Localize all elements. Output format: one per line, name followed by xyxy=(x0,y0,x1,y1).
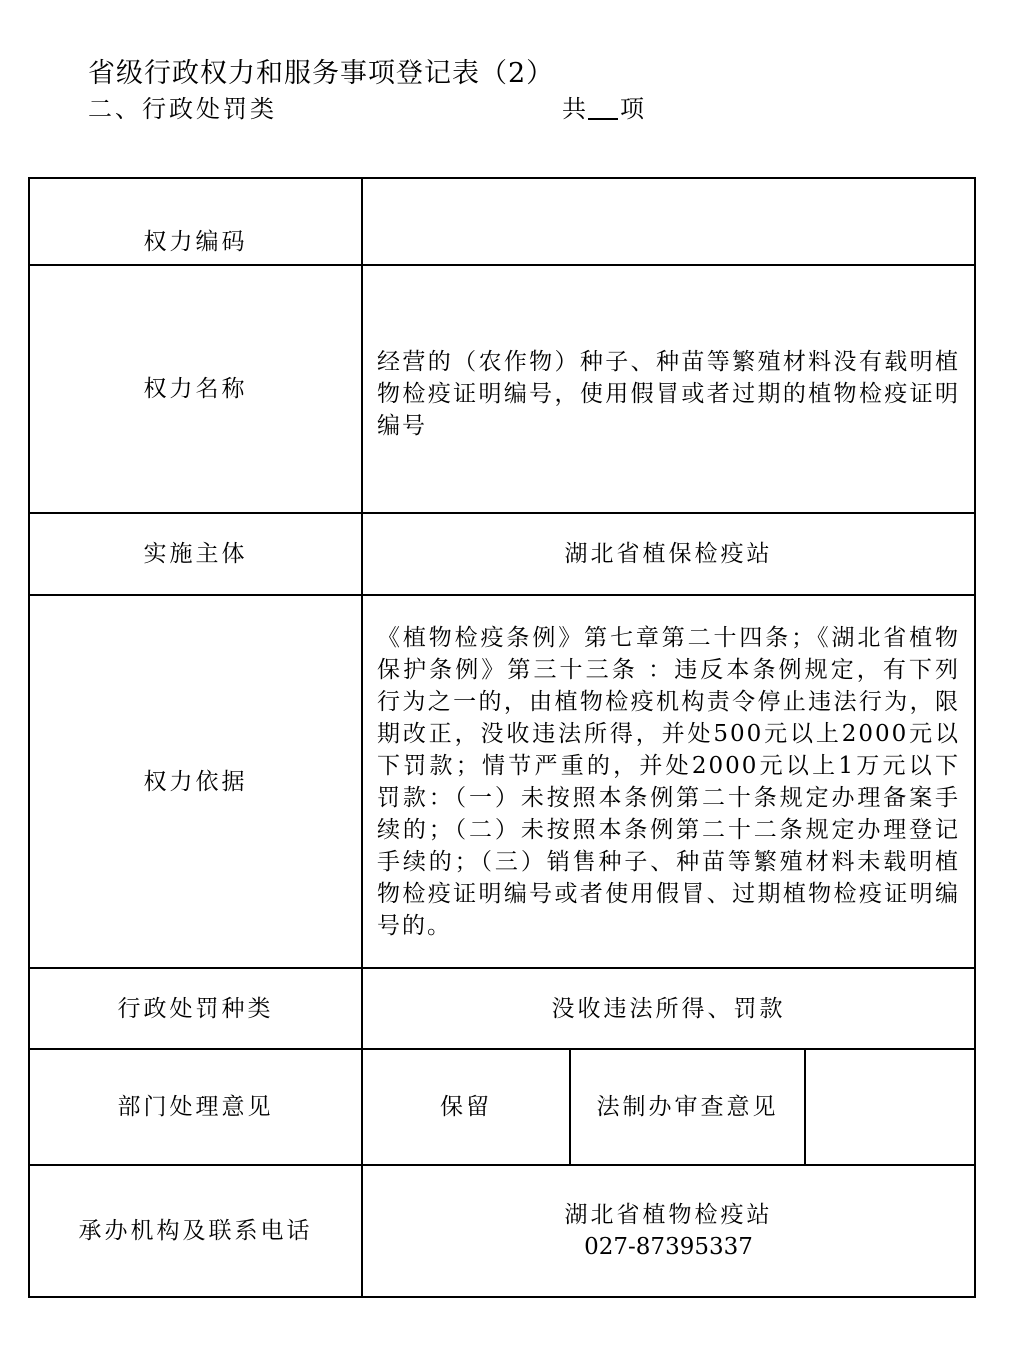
registration-table xyxy=(28,177,976,1298)
power-code-value xyxy=(362,178,975,265)
department-opinion-label: 部门处理意见 xyxy=(29,1049,362,1165)
power-name-label: 权力名称 xyxy=(29,265,362,513)
legal-basis-label: 权力依据 xyxy=(29,595,362,968)
count-blank xyxy=(588,92,618,120)
row-legal-basis xyxy=(29,595,975,968)
legal-review-label: 法制办审查意见 xyxy=(570,1049,805,1165)
implementing-body-value: 湖北省植保检疫站 xyxy=(362,513,975,595)
row-penalty-type xyxy=(29,968,975,1049)
contact-label: 承办机构及联系电话 xyxy=(29,1165,362,1297)
department-opinion-value: 保留 xyxy=(362,1049,570,1165)
item-count xyxy=(562,92,644,126)
count-prefix: 共 xyxy=(562,95,586,123)
implementing-body-label: 实施主体 xyxy=(29,513,362,595)
contact-organization: 湖北省植物检疫站 xyxy=(564,1202,773,1228)
power-code-label-cell xyxy=(29,178,362,265)
category-label: 二、行政处罚类 xyxy=(88,95,277,123)
form-title: 省级行政权力和服务事项登记表（2） xyxy=(88,58,555,89)
row-department-opinion xyxy=(29,1049,975,1165)
row-power-name xyxy=(29,265,975,513)
row-contact xyxy=(29,1165,975,1297)
power-code-label: 权力编码 xyxy=(143,228,248,255)
power-name-value: 经营的（农作物）种子、种苗等繁殖材料没有载明植物检疫证明编号，使用假冒或者过期的植物检疫证明编号 xyxy=(362,265,975,513)
row-power-code xyxy=(29,178,975,265)
contact-phone: 027-87395337 xyxy=(584,1234,753,1260)
penalty-type-value: 没收违法所得、罚款 xyxy=(362,968,975,1049)
legal-review-value xyxy=(805,1049,975,1165)
contact-value xyxy=(362,1165,975,1297)
legal-basis-value: 《植物检疫条例》第七章第二十四条；《湖北省植物保护条例》第三十三条 ：违反本条例规定，有下列行为之一的，由植物检疫机构责令停止违法行为，限期改正，没收违法所得，并处500元以上2000元以下罚款；情节严重的，并处2000元以上1万元以下罚款：（一）未按照本条例第二十条规定办理备案手续的；（二）未按照本条例第二十二条规定办理登记手续的；（三）销售种子、种苗等繁殖材料未载明植物检疫证明编号或者使用假冒、过期植物检疫证明编号的。 xyxy=(362,595,975,968)
penalty-type-label: 行政处罚种类 xyxy=(29,968,362,1049)
count-suffix: 项 xyxy=(620,95,644,123)
row-implementing-body xyxy=(29,513,975,595)
